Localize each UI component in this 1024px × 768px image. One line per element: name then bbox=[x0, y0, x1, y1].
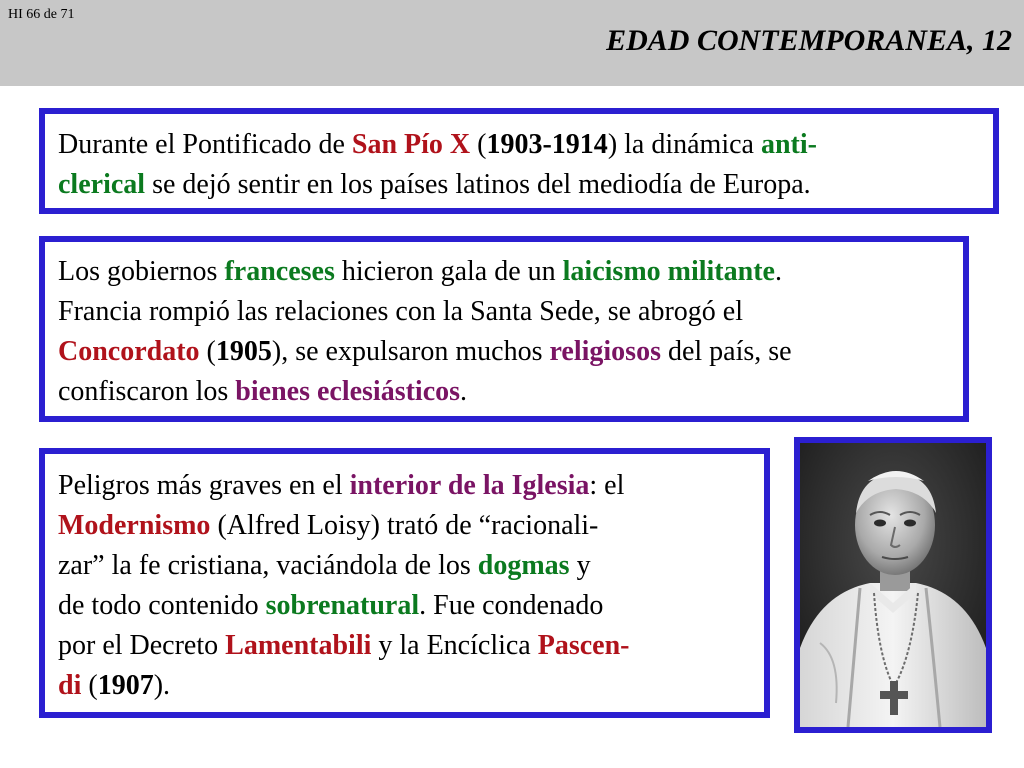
text-line bbox=[58, 125, 993, 165]
text-line bbox=[58, 332, 963, 372]
text-line bbox=[58, 626, 764, 666]
text-run: Durante el Pontificado de bbox=[58, 129, 352, 160]
text-run: . bbox=[460, 376, 468, 407]
emphasis-sobrenatural: sobrenatural bbox=[265, 590, 420, 621]
emphasis-year: 1905 bbox=[215, 336, 272, 367]
text-run: se dejó sentir en los países latinos del mediodía de Europa. bbox=[145, 169, 811, 200]
emphasis-interior-iglesia: interior de la Iglesia bbox=[349, 470, 590, 501]
emphasis-laicismo: laicismo militante bbox=[562, 256, 775, 287]
text-line bbox=[58, 586, 764, 626]
emphasis-pascendi: di bbox=[58, 670, 82, 701]
text-box-modernism bbox=[39, 448, 770, 718]
text-line bbox=[58, 372, 963, 412]
text-box-pontificate bbox=[39, 108, 999, 214]
text-run: ). bbox=[153, 670, 171, 701]
text-line bbox=[58, 252, 963, 292]
emphasis-years: 1903-1914 bbox=[486, 129, 608, 160]
emphasis-anticlerical: anti- bbox=[760, 129, 817, 160]
text-line bbox=[58, 506, 764, 546]
text-run: ) la dinámica bbox=[607, 129, 761, 160]
slide-header bbox=[0, 0, 1024, 86]
slide-title: EDAD CONTEMPORANEA, 12 bbox=[606, 24, 1012, 57]
text-run: (Alfred Loisy) trató de “racionali- bbox=[210, 510, 599, 541]
pope-portrait-icon bbox=[800, 443, 986, 727]
text-run: de todo contenido bbox=[58, 590, 266, 621]
emphasis-year: 1907 bbox=[97, 670, 154, 701]
text-run: ), se expulsaron muchos bbox=[271, 336, 550, 367]
text-line bbox=[58, 666, 764, 706]
emphasis-franceses: franceses bbox=[224, 256, 335, 287]
emphasis-pascendi: Pascen- bbox=[537, 630, 630, 661]
text-run: confiscaron los bbox=[58, 376, 236, 407]
emphasis-concordato: Concordato bbox=[58, 336, 200, 367]
text-run: del país, se bbox=[660, 336, 792, 367]
text-run: hicieron gala de un bbox=[334, 256, 563, 287]
text-line bbox=[58, 292, 963, 332]
text-run: por el Decreto bbox=[58, 630, 226, 661]
text-run: y bbox=[569, 550, 591, 581]
slide-counter: HI 66 de 71 bbox=[8, 7, 75, 22]
text-run: Los gobiernos bbox=[58, 256, 225, 287]
emphasis-modernismo: Modernismo bbox=[58, 510, 211, 541]
text-run: . Fue condenado bbox=[419, 590, 604, 621]
text-line bbox=[58, 165, 993, 205]
emphasis-anticlerical: clerical bbox=[58, 169, 146, 200]
text-box-france bbox=[39, 236, 969, 422]
text-run: y la Encíclica bbox=[371, 630, 538, 661]
text-run: zar” la fe cristiana, vaciándola de los bbox=[58, 550, 478, 581]
text-run: : el bbox=[589, 470, 625, 501]
text-run: ( bbox=[470, 129, 487, 160]
text-run: Francia rompió las relaciones con la Santa Sede, se abrogó el bbox=[58, 296, 743, 327]
emphasis-lamentabili: Lamentabili bbox=[225, 630, 372, 661]
text-line bbox=[58, 466, 764, 506]
text-line bbox=[58, 546, 764, 586]
emphasis-religiosos: religiosos bbox=[549, 336, 661, 367]
portrait-frame bbox=[794, 437, 992, 733]
text-run: ( bbox=[199, 336, 216, 367]
emphasis-bienes: bienes eclesiásticos bbox=[235, 376, 461, 407]
text-run: Peligros más graves en el bbox=[58, 470, 350, 501]
emphasis-dogmas: dogmas bbox=[477, 550, 570, 581]
text-run: . bbox=[774, 256, 782, 287]
text-run: ( bbox=[81, 670, 98, 701]
emphasis-san-pio-x: San Pío X bbox=[351, 129, 471, 160]
